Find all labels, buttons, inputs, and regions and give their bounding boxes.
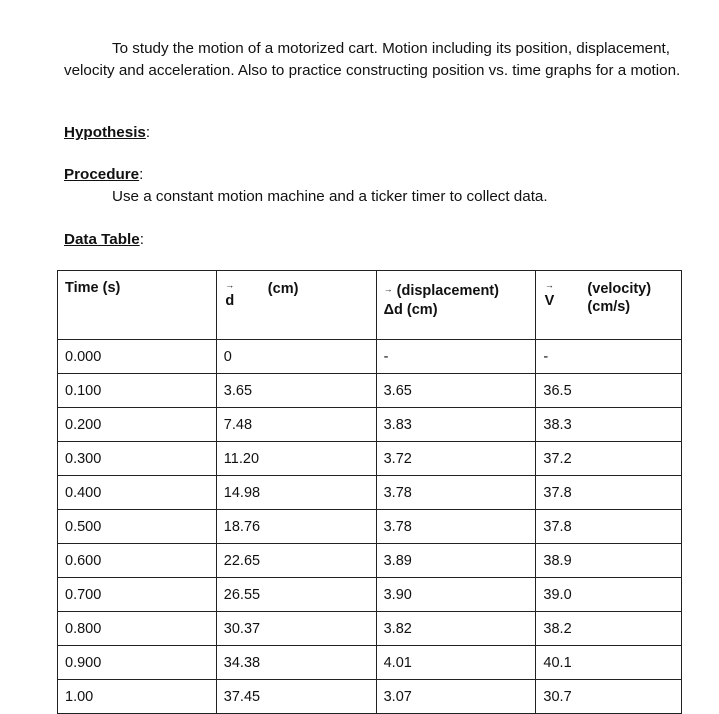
displacement-symbol: Δd (cm) (383, 302, 438, 318)
procedure-colon: : (139, 166, 144, 183)
velocity-cell: 39.0 (536, 578, 682, 612)
table-row (58, 544, 682, 578)
procedure-heading (64, 165, 143, 185)
table-row (58, 680, 682, 714)
displacement-cell: 3.78 (376, 476, 536, 510)
displacement-cell: 3.07 (376, 680, 536, 714)
displacement-header (376, 271, 536, 340)
table-row (58, 510, 682, 544)
velocity-word: (velocity) (587, 281, 652, 297)
velocity-cell: - (536, 340, 682, 374)
displacement-cell: 3.72 (376, 442, 536, 476)
table-row (58, 374, 682, 408)
velocity-cell: 37.8 (536, 510, 682, 544)
procedure-label: Procedure (64, 166, 140, 183)
position-cell: 18.76 (216, 510, 376, 544)
position-cell: 14.98 (216, 476, 376, 510)
time-cell: 0.500 (58, 510, 217, 544)
data-table (57, 270, 682, 714)
time-cell: 0.900 (58, 646, 217, 680)
time-cell: 0.600 (58, 544, 217, 578)
time-cell: 0.800 (58, 612, 217, 646)
displacement-cell: 3.78 (376, 510, 536, 544)
hypothesis-label: Hypothesis (64, 124, 146, 141)
displacement-cell: 3.83 (376, 408, 536, 442)
table-row (58, 612, 682, 646)
velocity-cell: 37.8 (536, 476, 682, 510)
displacement-cell: 3.90 (376, 578, 536, 612)
velocity-cell: 38.2 (536, 612, 682, 646)
data-table-colon: : (139, 231, 144, 248)
position-cell: 22.65 (216, 544, 376, 578)
time-cell: 0.400 (58, 476, 217, 510)
velocity-cell: 40.1 (536, 646, 682, 680)
data-table-label: Data Table (64, 231, 140, 248)
data-table-heading (64, 230, 144, 250)
velocity-header (536, 271, 682, 340)
time-cell: 0.300 (58, 442, 217, 476)
velocity-cell: 36.5 (536, 374, 682, 408)
velocity-cell: 30.7 (536, 680, 682, 714)
displacement-vector-arrow-icon: → (383, 284, 393, 294)
time-cell: 1.00 (58, 680, 217, 714)
velocity-vector-arrow-icon: → (544, 280, 554, 290)
table-row (58, 646, 682, 680)
position-cell: 37.45 (216, 680, 376, 714)
hypothesis-heading (64, 123, 150, 143)
time-header: Time (s) (58, 271, 217, 340)
velocity-cell: 38.3 (536, 408, 682, 442)
purpose-text: To study the motion of a motorized cart. Motion including its position, displacement, velocity and acceleration. Also to practice constructing position vs. time graphs for a motion. (64, 40, 681, 79)
table-header-row (58, 271, 682, 340)
procedure-text: Use a constant motion machine and a ticker timer to collect data. (112, 188, 548, 205)
time-cell: 0.200 (58, 408, 217, 442)
table-row (58, 408, 682, 442)
purpose-paragraph (64, 38, 684, 81)
table-row (58, 476, 682, 510)
displacement-cell: 4.01 (376, 646, 536, 680)
displacement-cell: 3.65 (376, 374, 536, 408)
position-cell: 11.20 (216, 442, 376, 476)
table-row (58, 578, 682, 612)
displacement-cell: 3.89 (376, 544, 536, 578)
position-cell: 3.65 (216, 374, 376, 408)
position-cell: 0 (216, 340, 376, 374)
velocity-cell: 37.2 (536, 442, 682, 476)
velocity-cell: 38.9 (536, 544, 682, 578)
time-cell: 0.000 (58, 340, 217, 374)
hypothesis-colon: : (145, 124, 151, 141)
displacement-word: (displacement) (396, 283, 499, 299)
velocity-unit: (cm/s) (587, 299, 631, 315)
position-cell: 26.55 (216, 578, 376, 612)
position-cell: 7.48 (216, 408, 376, 442)
time-cell: 0.700 (58, 578, 217, 612)
position-header (216, 271, 376, 340)
position-vector-arrow-icon: → (225, 280, 235, 290)
displacement-cell: - (376, 340, 536, 374)
table-row (58, 442, 682, 476)
position-cell: 30.37 (216, 612, 376, 646)
position-symbol: d (225, 293, 235, 309)
position-cell: 34.38 (216, 646, 376, 680)
position-unit: (cm) (267, 281, 299, 297)
displacement-cell: 3.82 (376, 612, 536, 646)
velocity-symbol: V (544, 293, 555, 309)
time-cell: 0.100 (58, 374, 217, 408)
table-row (58, 340, 682, 374)
